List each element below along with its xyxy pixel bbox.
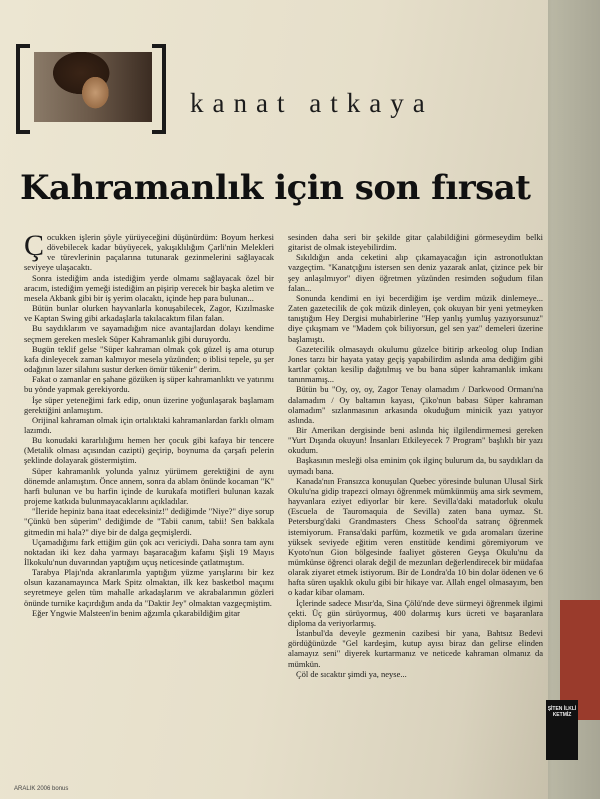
left-column <box>24 229 274 618</box>
paragraph: Bugün teklif gelse "Süper kahraman olmak çok güzel iş ama oturup kafa dinleyecek zaman kalmıyor mesela yüzünden; o iblisi tepele, şu şer odağının lazer silahını sustur derken ömür tükenir" derim. <box>24 343 274 375</box>
paragraph: Bir Amerikan dergisinde beni aslında hiç ilgilendirmemesi gereken "Yurt Dışında okuyun! İnsanları Etkileyecek 7 Program" başlıklı bir yazı okudum. <box>288 424 543 456</box>
photo-frame-left-bracket <box>16 44 30 134</box>
paragraph: Sıkıldığın anda ceketini alıp çıkamayacağın için astronotluktan vazgeçtim. "Kanatçığını istersen sen deniz yazarak anlat, çizince pek bir şey anlaşılmıyor" diyen öğretmen yüzünden resimden soğudum filan falan... <box>288 252 543 293</box>
paragraph: İçlerinde sadece Mısır'da, Sina Çölü'nde deve sürmeyi öğrenmek ilgimi çekti. Üç gün sürüyormuş, 400 dolarmış kurs ücreti ve başaranlara diploma da veriyorlarmış. <box>288 597 543 628</box>
paragraph: İstanbul'da deveyle gezmenin cazibesi bir yana, Bahtsız Bedevi gördüğünüzde "Gel kardeşim, kutup ayısı biraz dan gelirse elinden alamayız seni" diyerek kurtarmanız ve neticede kahraman olmanız da mümkün. <box>288 628 543 669</box>
paragraph: Tarabya Plajı'nda akranlarımla yaptığım yüzme yarışlarını bir kez olsun kazanamayınca Mark Spitz olmaktan, ilk kez basketbol maçımı seyretmeye gelen tüm mahalle arkadaşlarım ve akrabalarımın gözleri önünde turnike kaçırdığım anda da "Daktir Jey" olmaktan vazgeçmiştim. <box>24 567 274 608</box>
paragraph: Bu saydıklarım ve sayamadığım nice avantajlardan dolayı kendime seçmem gereken meslek Süper Kahramanlık gibi duruyordu. <box>24 323 274 344</box>
paragraph: Sonra istediğim anda istediğim yerde olmamı sağlayacak özel bir aracım, istediğim yemeği istediğim an pişirip verecek bir başka aletim ve mesela Akbank gibi bir iş yerim olacaktı, içinde hep para bulunan... <box>24 272 274 303</box>
paragraph: Bu konudaki kararlılığımı hemen her çocuk gibi kafaya bir tencere (Metalik olması açısından cazipti) geçirip, boynuma da çarşafı pelerin şeklinde dolayarak göstermiştim. <box>24 435 274 466</box>
page-footer: ARALIK 2006 bonus <box>14 786 69 792</box>
right-column <box>288 232 543 679</box>
drop-cap: Ç <box>24 229 45 262</box>
paragraph: Başkasının mesleği olsa eminim çok ilginç bulurum da, bu saydıkları da uymadı bana. <box>288 455 543 476</box>
photo-frame-right-bracket <box>152 44 166 134</box>
side-badge: ŞİTEN İLKLİ KETMİZ <box>546 700 578 760</box>
paragraph: Bütün bunlar olurken hayvanlarla konuşabilecek, Zagor, Kızılmaske ve Kaptan Swing gibi arkadaşlarla takılacaktım filan falan. <box>24 303 274 324</box>
paragraph: Sonunda kendimi en iyi becerdiğim işe verdim müzik dinlemeye... Zaten gazetecilik de çok müzik dinleyen, çok okuyan bir yeni yetmeyken tanıştığım Hey Dergisi muhabirlerine "Hep yanlış yumluş yazıyorsunuz" diye çıkışmam ve "Madem çok biliyorsun, gel sen yaz" demeleri üzerine başlamıştı. <box>288 292 543 344</box>
author-photo <box>34 52 152 122</box>
paragraph: Bütün bu "Oy, oy, oy, Zagor Tenay olamadım / Darkwood Ormanı'na dalamadım / Oy baltamın kayası, Çiko'nun babası Süper kahraman olamadım" sızlanmasının arkasında okuduğum minicik yazı yatıyor aslında. <box>288 384 543 425</box>
paragraph: "İleride hepiniz bana itaat edeceksiniz!" dediğimde "Niye?" diye sorup "Çünkü ben süperim" dediğimde de "Tabii canım, tabii! Sen bakkala gitmedin mi hala?" diye bir de dalga geçmişlerdi. <box>24 506 274 537</box>
paragraph: Süper kahramanlık yolunda yalnız yürümem gerektiğini de aynı dönemde anlamıştım. Önce annem, sonra da ablam önünde kocaman "K" harfi bulunan ve bu harfin içinde de kurukafa motifleri bulunan kazak projeme katkıda bulunmayacaklarını açıkladılar. <box>24 465 274 507</box>
paragraph: Çöl de sıcaktır şimdi ya, neyse... <box>296 668 407 679</box>
paragraph: Eğer Yngwie Malsteen'in benim ağzımla çıkarabildiğim gitar <box>32 607 240 618</box>
paragraph: Orijinal kahraman olmak için ortalıktaki kahramanlardan farklı olmam lazımdı. <box>24 414 274 435</box>
paragraph: Gazetecilik olmasaydı okulumu güzelce bitirip arkeolog olup Indian Jones tarzı bir hayata yatay geçiş yapabilirdim aslında ama dediğim gibi kartlar çoktan kesilip dağıtılmış ve bu bana süper kahramanlık imkanı tanınmamış... <box>288 343 543 385</box>
author-name: kanat atkaya <box>190 88 434 118</box>
paragraph: Uçamadığımı fark ettiğim gün çok acı vericiydi. Daha sonra tam aynı noktadan iki kez daha yarmayı başaracağım kafamı Şişli 19 Mayıs İlkokulu'nun duvarından yaptığım uçuş neticesinde çatlatmıştım. <box>24 536 274 567</box>
paragraph: Kanada'nın Fransızca konuşulan Quebec yöresinde bulunan Ulusal Sirk Okulu'na gidip trapezci olmayı öğrenmek mümkünmüş ama sirk sevmem, hayvanlara eziyet ediyorlar bir kere. Sevilla'daki matadorluk okulu (Escuela de Tauromaquia de Sevilla) zaten bana uymaz. St. Petersburg'daki Grandmasters Chess School'da satranç öğrenmek istemiyorum. Fransa'daki parfüm, kozmetik ve gıda aromaları üzerine yüksek seviyede eğitim veren enstitüde kendimi göremiyorum ve Kyoto'nun Gion bölgesinde faaliyet gösteren Geyşa Okulu'nu da mümkünse öğrenci olarak değil de mezunları değerlendirecek bir müdafaa olarak ziyaret etmek istiyorum. Bir de Londra'da 10 bin dolar ödenen ve 6 hafta süren uşaklık okulu gibi bir hikaye var. Allah engel olmasayım, ben o kadar kibar olamam. <box>288 475 543 598</box>
paragraph: Çocukken işlerin şöyle yürüyeceğini düşünürdüm: Boyum herkesi dövebilecek kadar büyüyecek, yakışıklılığım Çarli'nin Melekleri ve türevlerinin paçalarına tutunarak gezinmelerini sağlayacak seviyeye ulaşacaktı. <box>24 229 274 273</box>
paragraph: İşe süper yeteneğimi fark edip, onun üzerine yoğunlaşarak başlamam gerektiğini anlamıştım. <box>24 394 274 415</box>
paragraph: sesinden daha seri bir şekilde gitar çalabildiğini görmeseydim belki gitarist de olmak isteyebilirdim. <box>288 232 543 253</box>
article-title: Kahramanlık için son fırsat <box>20 168 531 208</box>
paragraph: Fakat o zamanlar en şahane gözüken iş süper kahramanlıktı ve yatırımı bu yönde yapmak gerekiyordu. <box>24 374 274 395</box>
